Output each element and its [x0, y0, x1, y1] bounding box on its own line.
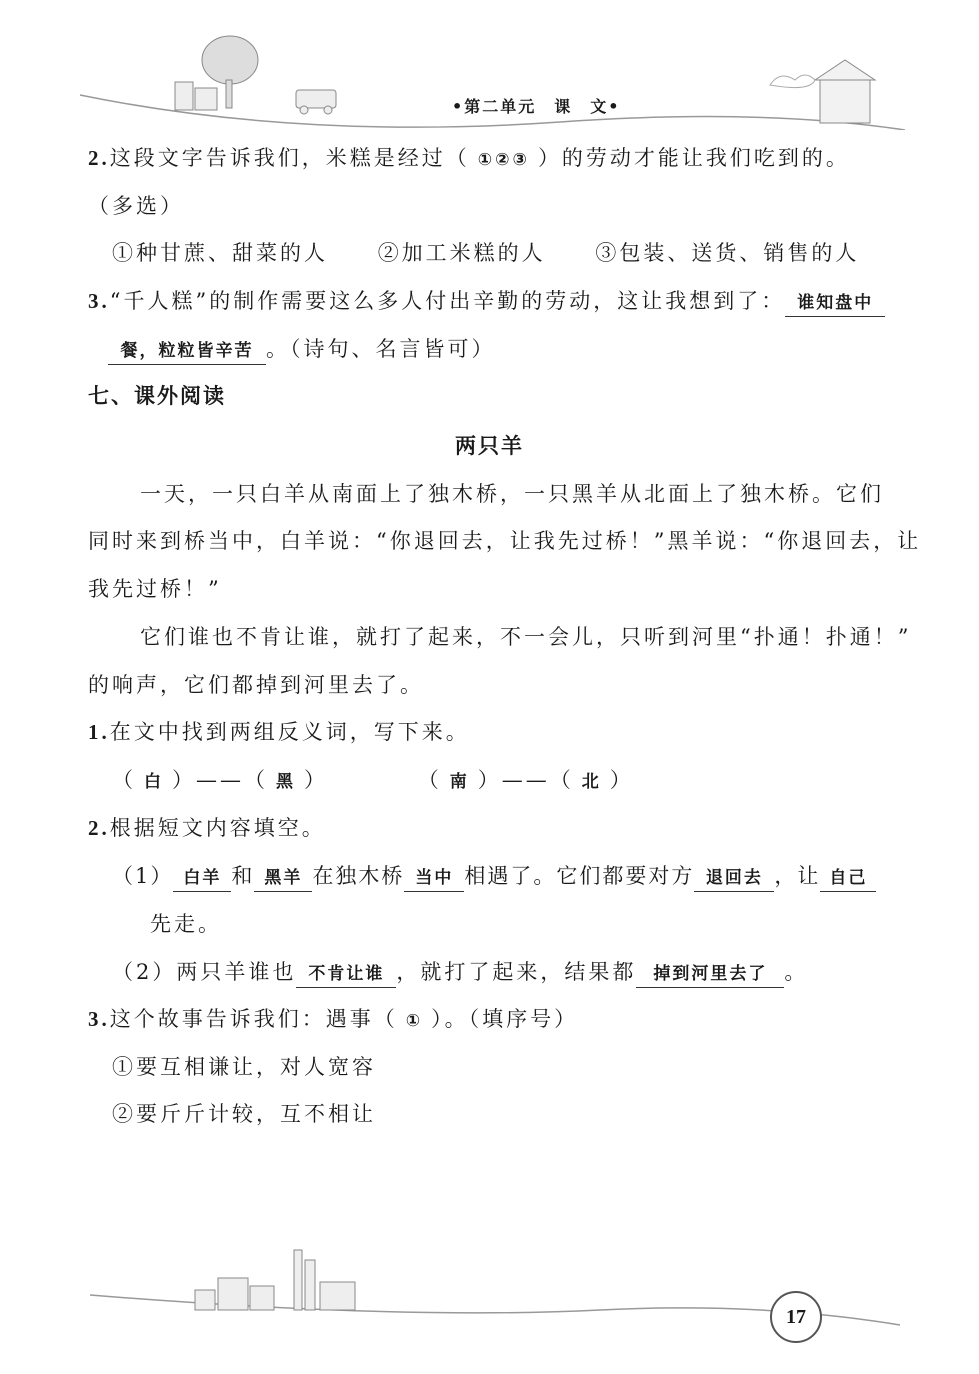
- antonym-pair-1: （ 白 ）——（ 黑 ）: [112, 768, 328, 792]
- story-paragraph-1-line-1: 一天，一只白羊从南面上了独木桥，一只黑羊从北面上了独木桥。它们: [140, 482, 884, 506]
- antonym-pair-2: （ 南 ）——（ 北 ）: [417, 768, 634, 792]
- story-title: 两只羊: [455, 434, 524, 458]
- answer-blank: 餐，粒粒皆辛苦: [108, 338, 266, 365]
- page-number: 17: [770, 1291, 822, 1343]
- house-illustration: [815, 60, 875, 123]
- answer-blank: 谁知盘中: [785, 290, 885, 317]
- question-number: 2.: [88, 816, 110, 840]
- question-number: 1.: [88, 720, 110, 744]
- question-2-note: （多选）: [88, 194, 184, 218]
- page-header-title: •第二单元 课 文•: [452, 97, 621, 116]
- answer-choice: ①: [405, 1011, 424, 1031]
- answer-blank: 自己: [820, 865, 876, 892]
- story-paragraph-2-line-1: 它们谁也不肯让谁，就打了起来，不一会儿，只听到河里“扑通！扑通！”: [140, 625, 912, 649]
- story-paragraph-1-line-2: 同时来到桥当中，白羊说：“你退回去，让我先过桥！”黑羊说：“你退回去，让: [88, 529, 922, 553]
- city-skyline-illustration: [195, 1250, 355, 1310]
- buildings-illustration: [175, 82, 217, 110]
- answer-blank: 掉到河里去了: [636, 961, 784, 988]
- reading-question-3: 3.这个故事告诉我们：遇事（ ① ）。（填序号）: [88, 1004, 578, 1036]
- question-2: 2.这段文字告诉我们，米糕是经过（ ①②③ ）的劳动才能让我们吃到的。: [88, 143, 850, 175]
- answer-blank: 退回去: [694, 865, 774, 892]
- question-3-cont: 餐，粒粒皆辛苦 。（诗句、名言皆可）: [108, 334, 496, 365]
- option-2: ②要斤斤计较，互不相让: [112, 1102, 376, 1126]
- question-2-options: [112, 238, 859, 268]
- reading-question-2: 2.根据短文内容填空。: [88, 816, 326, 840]
- story-paragraph-1-line-3: 我先过桥！”: [88, 577, 222, 601]
- footer-decoration: [0, 1240, 979, 1340]
- answer-blank: 黑羊: [254, 865, 312, 892]
- sub-question-1: （1） 白羊 和 黑羊 在独木桥 当中 相遇了。它们都要对方 退回去 ，让 自己: [112, 861, 876, 892]
- option-2: ②加工米糕的人: [377, 241, 546, 265]
- question-number: 2.: [88, 146, 110, 170]
- option-1: ①种甘蔗、甜菜的人: [112, 241, 328, 265]
- antonym-pairs: [112, 765, 634, 797]
- cloud-illustration: [770, 75, 815, 88]
- option-3: ③包装、送货、销售的人: [595, 241, 860, 265]
- question-number: 3.: [88, 289, 110, 313]
- reading-question-1: 1.在文中找到两组反义词，写下来。: [88, 720, 470, 744]
- car-illustration: [296, 90, 336, 114]
- answer-blank: 不肯让谁: [296, 961, 396, 988]
- question-3: 3.“千人糕”的制作需要这么多人付出辛勤的劳动，这让我想到了： 谁知盘中: [88, 286, 885, 317]
- answer-choice: ①②③: [477, 150, 530, 170]
- sub-question-1-cont: 先走。: [150, 912, 222, 936]
- answer-blank: 白羊: [173, 865, 231, 892]
- story-paragraph-2-line-2: 的响声，它们都掉到河里去了。: [88, 673, 424, 697]
- answer-blank: 当中: [404, 865, 464, 892]
- section-heading: 七、课外阅读: [88, 384, 226, 408]
- sub-question-2: （2）两只羊谁也 不肯让谁 ，就打了起来，结果都 掉到河里去了 。: [112, 957, 808, 988]
- question-number: 3.: [88, 1007, 110, 1031]
- option-1: ①要互相谦让，对人宽容: [112, 1055, 376, 1079]
